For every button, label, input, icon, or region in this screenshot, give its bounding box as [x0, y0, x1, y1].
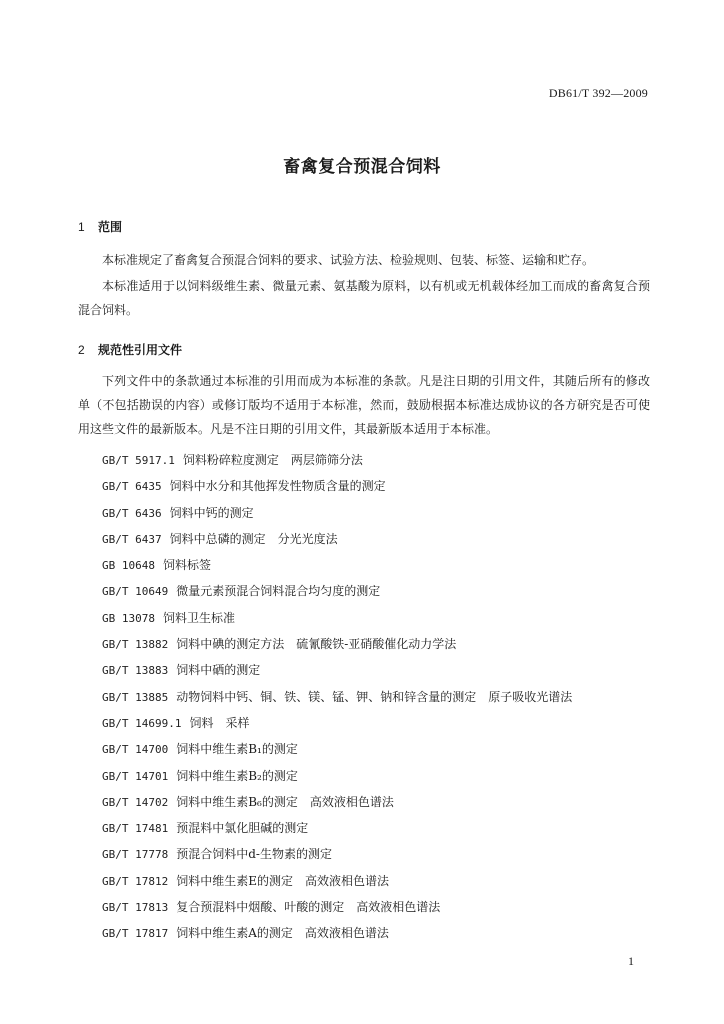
reference-item [102, 710, 662, 736]
reference-item [102, 894, 662, 920]
reference-code: GB/T 6435 [102, 480, 162, 494]
reference-title: 饲料中维生素B₂的测定 [176, 768, 298, 783]
reference-item [102, 473, 662, 499]
reference-item [102, 578, 662, 604]
reference-code: GB/T 13882 [102, 638, 169, 652]
reference-item [102, 868, 662, 894]
reference-title: 饲料中硒的测定 [176, 663, 261, 678]
reference-item [102, 841, 662, 867]
reference-code: GB/T 14701 [102, 769, 169, 783]
reference-title: 饲料中碘的测定方法 硫氰酸铁-亚硝酸催化动力学法 [176, 637, 457, 652]
reference-item [102, 763, 662, 789]
section-heading-scope [78, 218, 122, 235]
standard-code: DB61/T 392—2009 [548, 86, 648, 100]
reference-title: 饲料标签 [162, 558, 211, 573]
reference-code: GB/T 6437 [102, 532, 162, 546]
reference-title: 复合预混料中烟酸、叶酸的测定 高效液相色谱法 [176, 900, 441, 915]
reference-item [102, 815, 662, 841]
reference-code: GB 10648 [102, 559, 155, 573]
section-number: 2 [78, 343, 85, 357]
reference-item [102, 684, 662, 710]
reference-title: 饲料中钙的测定 [169, 505, 254, 520]
paragraph: 本标准适用于以饲料级维生素、微量元素、氨基酸为原料，以有机或无机载体经加工而成的畜禽复合预混合饲料。 [78, 279, 650, 317]
reference-code: GB/T 13885 [102, 690, 169, 704]
reference-title: 饲料粉碎粒度测定 两层筛筛分法 [182, 453, 363, 467]
reference-title: 预混料中氯化胆碱的测定 [176, 821, 309, 836]
section-number: 1 [78, 220, 85, 234]
reference-item [102, 789, 662, 815]
reference-title: 微量元素预混合饲料混合均匀度的测定 [176, 584, 381, 599]
reference-code: GB/T 17481 [102, 822, 169, 836]
reference-title: 饲料卫生标准 [162, 610, 235, 625]
reference-title: 饲料中水分和其他挥发性物质含量的测定 [169, 479, 386, 494]
section-title: 规范性引用文件 [98, 343, 183, 357]
reference-title: 饲料中维生素B₆的测定 高效液相色谱法 [176, 794, 394, 809]
reference-item [102, 526, 662, 552]
reference-code: GB/T 17778 [102, 848, 169, 862]
reference-item [102, 920, 662, 946]
page-number: 1 [628, 954, 634, 968]
paragraph: 下列文件中的条款通过本标准的引用而成为本标准的条款。凡是注日期的引用文件，其随后所有的修改单（不包括勘误的内容）或修订版均不适用于本标准，然而，鼓励根据本标准达成协议的各方研究是否可使用这些文件的最新版本。凡是不注日期的引用文件，其最新版本适用于本标准。 [78, 374, 650, 436]
reference-code: GB/T 10649 [102, 585, 169, 599]
document-title: 畜禽复合预混合饲料 [283, 157, 441, 177]
reference-code: GB/T 14700 [102, 743, 169, 757]
reference-title: 饲料中总磷的测定 分光光度法 [169, 531, 338, 546]
reference-code: GB/T 14699.1 [102, 716, 182, 730]
reference-title: 饲料 采样 [189, 715, 250, 730]
paragraph: 本标准规定了畜禽复合预混合饲料的要求、试验方法、检验规则、包装、标签、运输和贮存。 [102, 253, 595, 267]
reference-code: GB 13078 [102, 611, 155, 625]
reference-title: 饲料中维生素E的测定 高效液相色谱法 [176, 873, 389, 888]
reference-title: 饲料中维生素B₁的测定 [176, 742, 298, 757]
reference-code: GB/T 17817 [102, 927, 169, 941]
reference-code: GB/T 17812 [102, 874, 169, 888]
reference-title: 预混合饲料中d-生物素的测定 [176, 847, 332, 862]
section-title: 范围 [98, 220, 123, 234]
reference-item [102, 736, 662, 762]
reference-item [102, 447, 662, 473]
reference-code: GB/T 17813 [102, 901, 169, 915]
reference-item [102, 500, 662, 526]
reference-title: 动物饲料中钙、铜、铁、镁、锰、钾、钠和锌含量的测定 原子吸收光谱法 [176, 689, 573, 704]
reference-code: GB/T 5917.1 [102, 454, 175, 467]
reference-code: GB/T 13883 [102, 664, 169, 678]
reference-item [102, 552, 662, 578]
section-heading-normative-references [78, 341, 182, 358]
reference-list [102, 447, 662, 947]
reference-title: 饲料中维生素A的测定 高效液相色谱法 [176, 926, 389, 941]
reference-code: GB/T 6436 [102, 506, 162, 520]
reference-item [102, 605, 662, 631]
reference-code: GB/T 14702 [102, 795, 169, 809]
reference-item [102, 657, 662, 683]
reference-item [102, 631, 662, 657]
